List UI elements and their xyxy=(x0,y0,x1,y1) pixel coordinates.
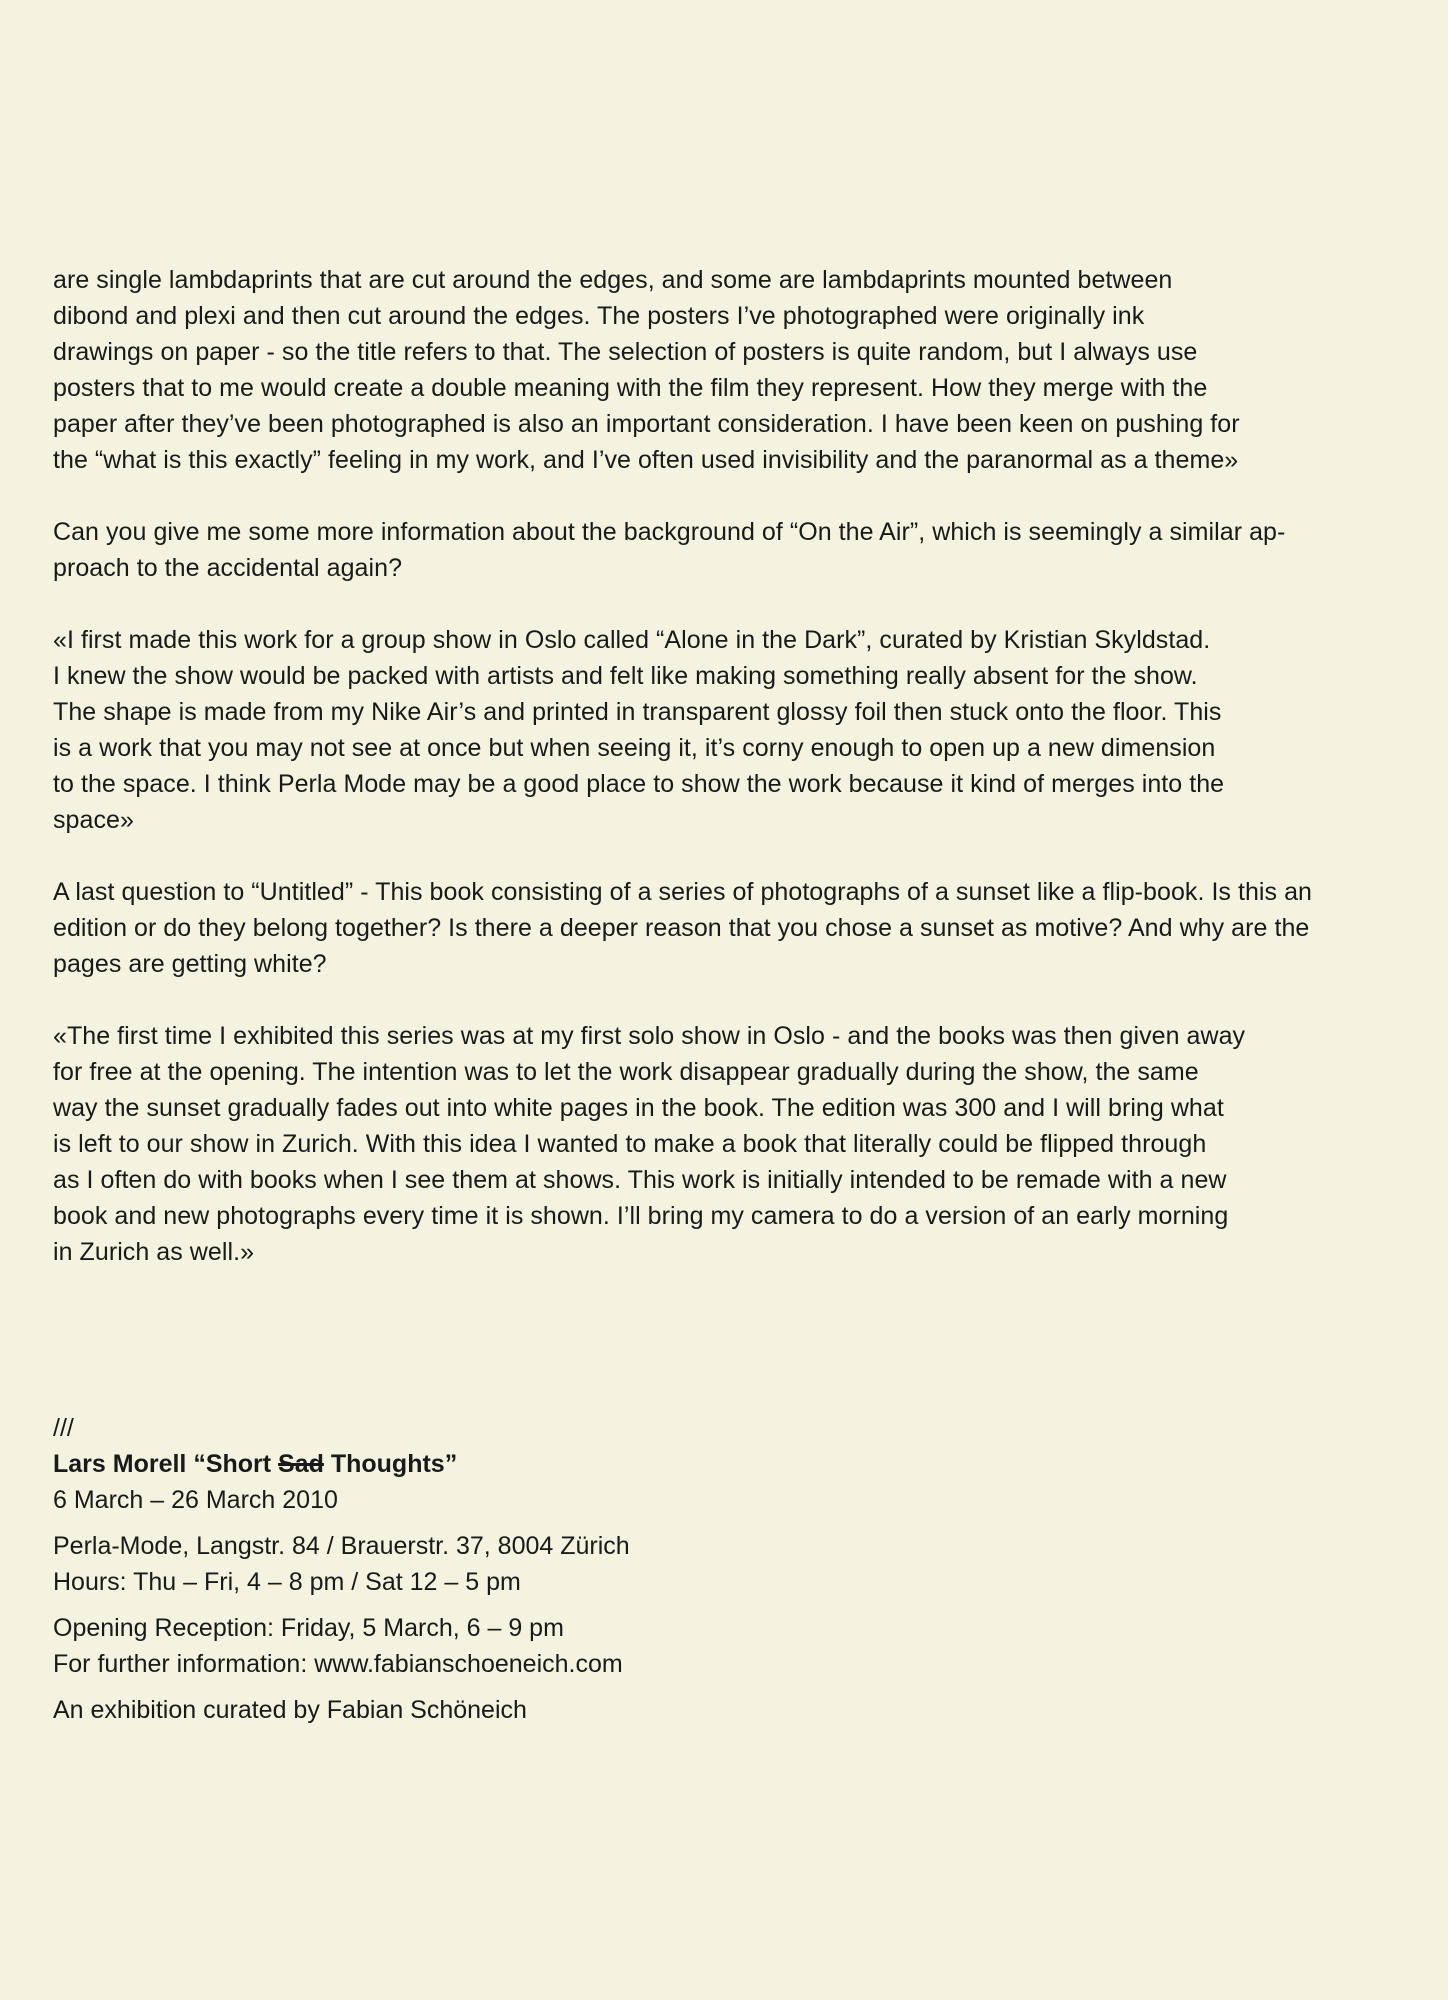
text-line: paper after they’ve been photographed is also an important consideration. I have been keen on pushing for xyxy=(53,410,1240,438)
text-line: «I first made this work for a group show in Oslo called “Alone in the Dark”, curated by Kristian Skyldstad. xyxy=(53,626,1211,654)
text-line: proach to the accidental again? xyxy=(53,554,403,582)
text-line: is a work that you may not see at once but when seeing it, it’s corny enough to open up a new dimension xyxy=(53,734,1216,762)
paragraph-answer-untitled xyxy=(53,1018,1398,1270)
text-line: as I often do with books when I see them at shows. This work is initially intended to be remade with a new xyxy=(53,1166,1227,1194)
paragraph-answer-posters xyxy=(53,262,1398,478)
reception-group xyxy=(53,1610,953,1682)
exhibition-title xyxy=(53,1446,953,1482)
title-end: Thoughts” xyxy=(323,1450,458,1478)
text-line: way the sunset gradually fades out into white pages in the book. The edition was 300 and I will bring what xyxy=(53,1094,1224,1122)
paragraph-answer-on-the-air xyxy=(53,622,1398,838)
text-line: «The first time I exhibited this series was at my first solo show in Oslo - and the books was then given away xyxy=(53,1022,1246,1050)
paragraph-question-untitled xyxy=(53,874,1398,982)
text-line: edition or do they belong together? Is there a deeper reason that you chose a sunset as motive? And why are the xyxy=(53,914,1310,942)
article-body xyxy=(53,262,1398,1306)
text-line: drawings on paper - so the title refers to that. The selection of posters is quite random, but I always use xyxy=(53,338,1198,366)
text-line: the “what is this exactly” feeling in my work, and I’ve often used invisibility and the paranormal as a theme» xyxy=(53,446,1239,474)
curator-group xyxy=(53,1692,953,1728)
text-line: posters that to me would create a double meaning with the film they represent. How they merge with the xyxy=(53,374,1208,402)
opening-reception: Opening Reception: Friday, 5 March, 6 – 9 pm xyxy=(53,1614,564,1642)
text-line: dibond and plexi and then cut around the edges. The posters I’ve photographed were originally ink xyxy=(53,302,1145,330)
text-line: The shape is made from my Nike Air’s and printed in transparent glossy foil then stuck onto the floor. This xyxy=(53,698,1222,726)
text-line: I knew the show would be packed with artists and felt like making something really absent for the show. xyxy=(53,662,1198,690)
title-struck-word: Sad xyxy=(278,1450,324,1478)
exhibition-dates: 6 March – 26 March 2010 xyxy=(53,1486,338,1514)
opening-hours: Hours: Thu – Fri, 4 – 8 pm / Sat 12 – 5 pm xyxy=(53,1568,521,1596)
text-line: pages are getting white? xyxy=(53,950,327,978)
exhibition-info xyxy=(53,1410,953,1728)
venue-address: Perla-Mode, Langstr. 84 / Brauerstr. 37, 8004 Zürich xyxy=(53,1532,630,1560)
venue-group xyxy=(53,1528,953,1600)
curator-credit: An exhibition curated by Fabian Schöneich xyxy=(53,1696,527,1724)
text-line: book and new photographs every time it is shown. I’ll bring my camera to do a version of an early morning xyxy=(53,1202,1229,1230)
separator: /// xyxy=(53,1414,74,1442)
text-line: are single lambdaprints that are cut around the edges, and some are lambdaprints mounted between xyxy=(53,266,1173,294)
text-line: space» xyxy=(53,806,134,834)
text-line: for free at the opening. The intention was to let the work disappear gradually during the show, the same xyxy=(53,1058,1199,1086)
text-line: is left to our show in Zurich. With this idea I wanted to make a book that literally could be flipped through xyxy=(53,1130,1207,1158)
text-line: in Zurich as well.» xyxy=(53,1238,255,1266)
text-line: to the space. I think Perla Mode may be a good place to show the work because it kind of merges into the xyxy=(53,770,1225,798)
further-information: For further information: www.fabianschoeneich.com xyxy=(53,1650,623,1678)
paragraph-question-on-the-air xyxy=(53,514,1398,586)
title-start: Lars Morell “Short xyxy=(53,1450,279,1478)
text-line: A last question to “Untitled” - This book consisting of a series of photographs of a sunset like a flip-book. Is this an xyxy=(53,878,1312,906)
text-line: Can you give me some more information about the background of “On the Air”, which is seemingly a similar ap- xyxy=(53,518,1286,546)
